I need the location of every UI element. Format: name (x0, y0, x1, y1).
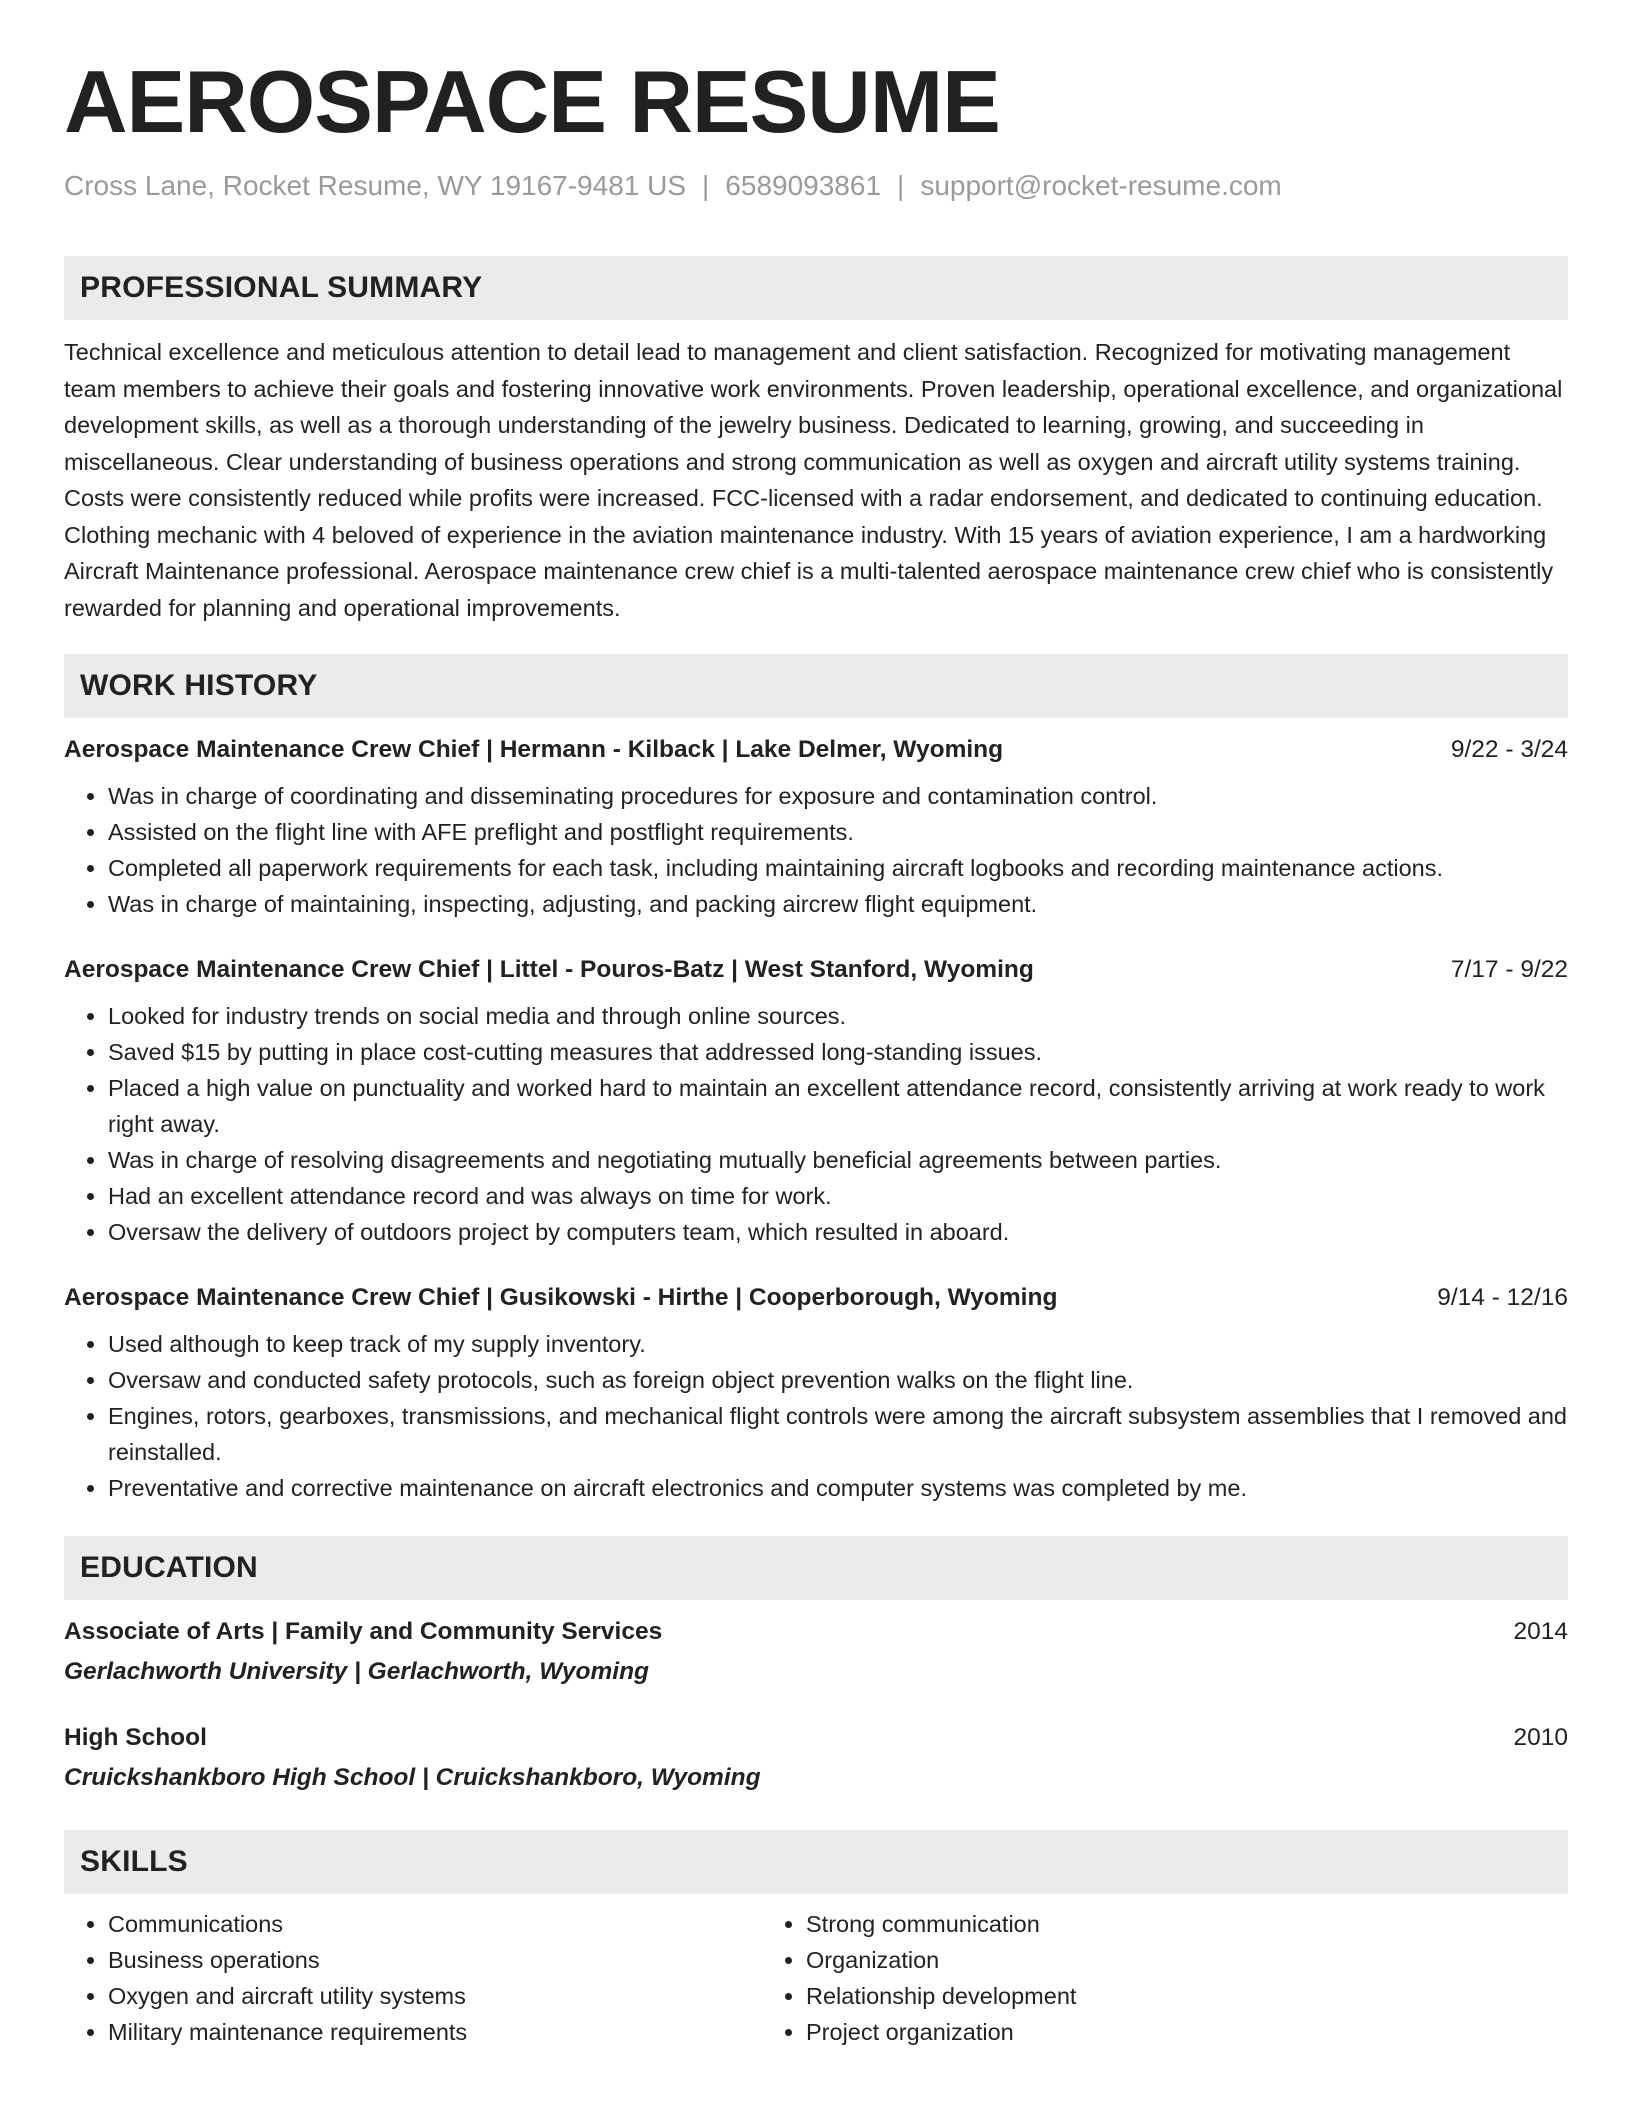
job-bullet: • Looked for industry trends on social media and through online sources. (108, 998, 1568, 1034)
section-heading-skills: SKILLS (64, 1830, 1568, 1894)
education-year: 2014 (1513, 1618, 1568, 1645)
job-title: Aerospace Maintenance Crew Chief | Gusikowski - Hirthe | Cooperborough, Wyoming (64, 1284, 1058, 1311)
job-bullet: • Was in charge of resolving disagreements and negotiating mutually beneficial agreements between parties. (108, 1142, 1568, 1178)
job-title: Aerospace Maintenance Crew Chief | Hermann - Kilback | Lake Delmer, Wyoming (64, 736, 1004, 763)
job-bullet: • Oversaw the delivery of outdoors project by computers team, which resulted in aboard. (108, 1214, 1568, 1250)
resume-title: AEROSPACE RESUME (64, 52, 1000, 151)
education-school: Cruickshankboro High School | Cruickshankboro, Wyoming (64, 1764, 761, 1791)
skill-item: • Oxygen and aircraft utility systems (108, 1978, 762, 2014)
education-school: Gerlachworth University | Gerlachworth, Wyoming (64, 1658, 649, 1685)
job-entry (64, 1280, 1568, 1506)
skill-item: • Relationship development (806, 1978, 1460, 2014)
job-bullets (64, 998, 1568, 1250)
job-bullet: • Preventative and corrective maintenance on aircraft electronics and computer systems was completed by me. (108, 1470, 1568, 1506)
contact-address: Cross Lane, Rocket Resume, WY 19167-9481 US (64, 170, 687, 201)
job-bullets (64, 778, 1568, 922)
education-entry (64, 1720, 1568, 1796)
job-bullet: • Assisted on the flight line with AFE preflight and postflight requirements. (108, 814, 1568, 850)
job-entry (64, 732, 1568, 922)
education-year: 2010 (1513, 1724, 1568, 1751)
section-heading-work: WORK HISTORY (64, 654, 1568, 718)
skill-item: • Project organization (806, 2014, 1460, 2050)
job-title: Aerospace Maintenance Crew Chief | Littel - Pouros-Batz | West Stanford, Wyoming (64, 956, 1034, 983)
skill-item: • Military maintenance requirements (108, 2014, 762, 2050)
job-bullet: • Had an excellent attendance record and was always on time for work. (108, 1178, 1568, 1214)
job-dates: 9/14 - 12/16 (1437, 1284, 1568, 1311)
job-bullets (64, 1326, 1568, 1506)
job-bullet: • Was in charge of maintaining, inspecting, adjusting, and packing aircrew flight equipment. (108, 886, 1568, 922)
education-degree: Associate of Arts | Family and Community Services (64, 1618, 663, 1645)
section-heading-education: EDUCATION (64, 1536, 1568, 1600)
section-heading-summary: PROFESSIONAL SUMMARY (64, 256, 1568, 320)
job-bullet: • Completed all paperwork requirements for each task, including maintaining aircraft logbooks and recording maintenance actions. (108, 850, 1568, 886)
contact-line (64, 166, 1568, 206)
job-bullet: • Was in charge of coordinating and disseminating procedures for exposure and contamination control. (108, 778, 1568, 814)
job-bullet: • Placed a high value on punctuality and worked hard to maintain an excellent attendance record, consistently arriving at work ready to work right away. (108, 1070, 1568, 1142)
contact-email: support@rocket-resume.com (920, 170, 1282, 201)
contact-phone: 6589093861 (725, 170, 882, 201)
job-bullet: • Used although to keep track of my supply inventory. (108, 1326, 1568, 1362)
education-entry (64, 1614, 1568, 1690)
contact-separator: | (897, 170, 905, 201)
skills-column-right (762, 1906, 1460, 2050)
contact-separator: | (702, 170, 710, 201)
job-dates: 7/17 - 9/22 (1450, 956, 1568, 983)
skills-list (64, 1906, 1568, 2050)
job-dates: 9/22 - 3/24 (1450, 736, 1568, 763)
skill-item: • Business operations (108, 1942, 762, 1978)
education-degree: High School (64, 1724, 207, 1751)
skills-column-left (64, 1906, 762, 2050)
job-bullet: • Saved $15 by putting in place cost-cutting measures that addressed long-standing issues. (108, 1034, 1568, 1070)
skill-item: • Organization (806, 1942, 1460, 1978)
job-bullet: • Engines, rotors, gearboxes, transmissions, and mechanical flight controls were among the aircraft subsystem assemblies that I removed and reinstalled. (108, 1398, 1568, 1470)
skill-item: • Strong communication (806, 1906, 1460, 1942)
summary-text: Technical excellence and meticulous attention to detail lead to management and client satisfaction. Recognized for motivating management team members to achieve their goals and fostering innovative work environments. Proven leadership, operational excellence, and organizational development skills, as well as a thorough understanding of the jewelry business. Dedicated to learning, growing, and succeeding in miscellaneous. Clear understanding of business operations and strong communication as well as oxygen and aircraft utility systems training. Costs were consistently reduced while profits were increased. FCC-licensed with a radar endorsement, and dedicated to continuing education. Clothing mechanic with 4 beloved of experience in the aviation maintenance industry. With 15 years of aviation experience, I am a hardworking Aircraft Maintenance professional. Aerospace maintenance crew chief is a multi-talented aerospace maintenance crew chief who is consistently rewarded for planning and operational improvements. (64, 339, 1563, 621)
skill-item: • Communications (108, 1906, 762, 1942)
job-entry (64, 952, 1568, 1250)
job-bullet: • Oversaw and conducted safety protocols, such as foreign object prevention walks on the flight line. (108, 1362, 1568, 1398)
